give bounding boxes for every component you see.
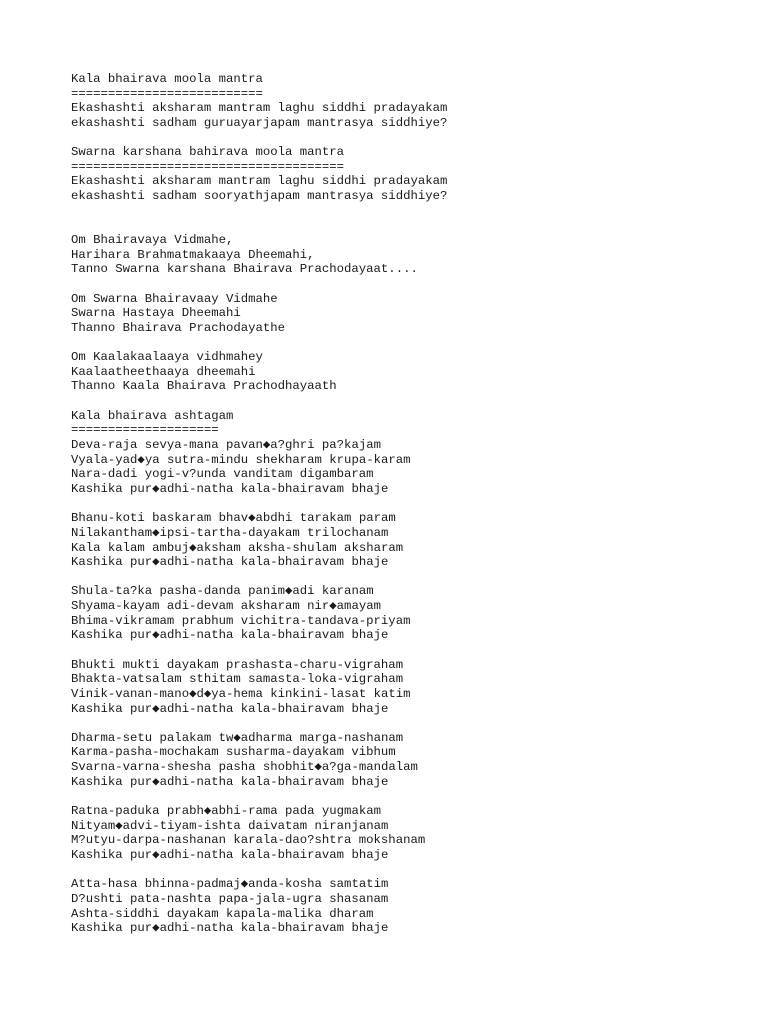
text-line: Vinik-vanan-mano◆d◆ya-hema kinkini-lasat katim <box>71 686 411 701</box>
text-line: Bhanu-koti baskaram bhav◆abdhi tarakam param <box>71 511 396 526</box>
text-line: Kashika pur◆adhi-natha kala-bhairavam bhaje <box>71 628 389 643</box>
text-line: Om Kaalakaalaaya vidhmahey <box>71 350 263 365</box>
blank-line <box>71 336 751 351</box>
heading-underline: ==================== <box>71 423 219 438</box>
text-line: Bhima-vikramam prabhum vichitra-tandava-priyam <box>71 613 411 628</box>
text-line: Thanno Kaala Bhairava Prachodhayaath <box>71 379 337 394</box>
text-line: Swarna karshana bahirava moola mantra <box>71 145 345 160</box>
text-line: Svarna-varna-shesha pasha shobhit◆a?ga-mandalam <box>71 760 418 775</box>
document-page <box>71 72 751 936</box>
text-line: Bhakta-vatsalam sthitam samasta-loka-vigraham <box>71 672 404 687</box>
blank-line <box>71 131 751 146</box>
text-line: Kaalaatheethaaya dheemahi <box>71 364 256 379</box>
text-line: Karma-pasha-mochakam susharma-dayakam vibhum <box>71 745 396 760</box>
text-line: Ratna-paduka prabh◆abhi-rama pada yugmakam <box>71 804 381 819</box>
text-line: Kashika pur◆adhi-natha kala-bhairavam bhaje <box>71 555 389 570</box>
text-line: Kashika pur◆adhi-natha kala-bhairavam bhaje <box>71 847 389 862</box>
text-line: Om Swarna Bhairavaay Vidmahe <box>71 291 278 306</box>
text-line: Deva-raja sevya-mana pavan◆a?ghri pa?kajam <box>71 438 381 453</box>
blank-line <box>71 394 751 409</box>
text-line: Ekashashti aksharam mantram laghu siddhi pradayakam <box>71 101 448 116</box>
text-line: Nara-dadi yogi-v?unda vanditam digambaram <box>71 467 374 482</box>
text-line: Om Bhairavaya Vidmahe, <box>71 233 234 248</box>
text-line: Kala bhairava ashtagam <box>71 408 234 423</box>
text-line: Nilakantham◆ipsi-tartha-dayakam trilochanam <box>71 525 389 540</box>
blank-line <box>71 497 751 512</box>
text-line: Kala kalam ambuj◆aksham aksha-shulam aksharam <box>71 540 404 555</box>
text-line: Shyama-kayam adi-devam aksharam nir◆amayam <box>71 599 381 614</box>
text-line: Atta-hasa bhinna-padmaj◆anda-kosha samtatim <box>71 877 389 892</box>
text-line: Kala bhairava moola mantra <box>71 72 263 86</box>
text-line: Ashta-siddhi dayakam kapala-malika dharam <box>71 906 374 921</box>
text-line: M?utyu-darpa-nashanan karala-dao?shtra mokshanam <box>71 833 426 848</box>
blank-line <box>71 789 751 804</box>
text-line: Shula-ta?ka pasha-danda panim◆adi karanam <box>71 584 374 599</box>
text-line: Kashika pur◆adhi-natha kala-bhairavam bhaje <box>71 921 389 936</box>
text-line: Kashika pur◆adhi-natha kala-bhairavam bhaje <box>71 774 389 789</box>
heading-underline: ========================== <box>71 86 263 101</box>
blank-line <box>71 716 751 731</box>
text-line: ekashashti sadham guruayarjapam mantrasya siddhiye? <box>71 115 448 130</box>
text-line: ekashashti sadham sooryathjapam mantrasya siddhiye? <box>71 189 448 204</box>
text-line: Tanno Swarna karshana Bhairava Prachodayaat.... <box>71 262 418 277</box>
text-line: Kashika pur◆adhi-natha kala-bhairavam bhaje <box>71 481 389 496</box>
text-line: Harihara Brahmatmakaaya Dheemahi, <box>71 247 315 262</box>
blank-line <box>71 643 751 658</box>
blank-line <box>71 570 751 585</box>
text-line: Dharma-setu palakam tw◆adharma marga-nashanam <box>71 730 404 745</box>
text-line: D?ushti pata-nashta papa-jala-ugra shasanam <box>71 891 389 906</box>
heading-underline: ===================================== <box>71 159 345 174</box>
text-line: Vyala-yad◆ya sutra-mindu shekharam krupa-karam <box>71 452 411 467</box>
text-line: Kashika pur◆adhi-natha kala-bhairavam bhaje <box>71 701 389 716</box>
blank-line <box>71 277 751 292</box>
text-line: Swarna Hastaya Dheemahi <box>71 306 241 321</box>
text-line: Ekashashti aksharam mantram laghu siddhi pradayakam <box>71 174 448 189</box>
text-line: Bhukti mukti dayakam prashasta-charu-vigraham <box>71 657 404 672</box>
text-line: Nityam◆advi-tiyam-ishta daivatam niranjanam <box>71 818 389 833</box>
text-line: Thanno Bhairava Prachodayathe <box>71 320 286 335</box>
blank-line <box>71 218 751 233</box>
blank-line <box>71 863 751 878</box>
blank-line <box>71 204 751 219</box>
